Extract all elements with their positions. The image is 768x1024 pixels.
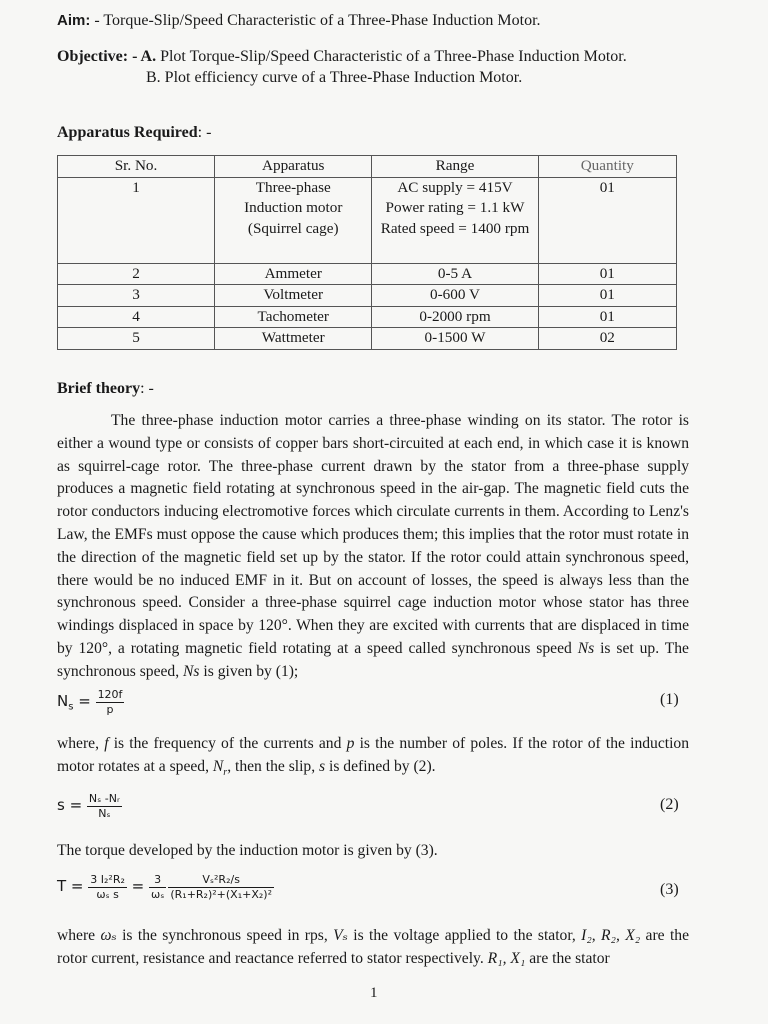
cell-qty: 01 [538,263,676,285]
apparatus-heading-label: Apparatus Required [57,124,198,141]
equation-1-number: (1) [660,691,679,708]
cell-apparatus: Ammeter [215,263,372,285]
theory-text: The three-phase induction motor carries a three-phase winding on its stator. The rotor is either a wound type or consists of copper bars short-circuited at each end, in which case it is known as squirrel-cage rotor. The three-phase current drawn by the stator from a three-phase supply produces a magnetic field rotating at synchronous speed in the air-gap. The magnetic field cuts the rotor conductors inducing electromotive forces which circulate currents in them. According to Lenz's Law, the EMFs must oppose the cause which produces them; this implies that the rotor must rotate in the direction of the magnetic field set up by the stator. If the rotor could attain synchronous speed, there would be no induced EMF in it. But on account of losses, the speed is always less than the synchronous speed. Consider a three-phase squirrel cage induction motor whose stator has three windings displaced in space by 120°. When they are excited with currents that are displaced in time by 120°, a rotating magnetic field rotating at a speed called synchronous speed [57,412,689,657]
eq1-denominator: p [106,703,114,716]
cell-range [372,177,538,263]
apparatus-table [57,155,677,350]
table-row [58,263,677,285]
header-range: Range [372,156,538,178]
eq1-fraction [96,688,125,717]
header-apparatus: Apparatus [215,156,372,178]
theory-heading [57,379,154,399]
objective-line-1 [57,47,627,67]
slip-paragraph [57,733,689,785]
range-line: Power rating = 1.1 kW [385,199,525,216]
objective-a-text: Plot Torque-Slip/Speed Characteristic of a Three-Phase Induction Motor. [156,48,627,65]
cell-sr: 1 [58,177,215,263]
eq3-fraction-3 [168,873,274,902]
nr-subscript: r [223,766,228,778]
theory-text: where, [57,735,105,752]
cell-qty: 01 [538,177,676,263]
cell-qty: 01 [538,285,676,307]
cell-apparatus: Voltmeter [215,285,372,307]
apparatus-line: Induction motor [244,199,343,216]
eq2-fraction [87,792,122,821]
range-line: Rated speed = 1400 rpm [380,219,530,237]
cell-range: 0-600 V [372,285,538,307]
header-sr-no: Sr. No. [58,156,215,178]
eq3-lhs: T = [57,877,89,895]
theory-text: is the number of poles. If the rotor of the induction motor rotates at a speed, [57,735,690,775]
aim-line [57,11,541,31]
aim-label: Aim: [57,12,91,29]
table-row [58,328,677,350]
equation-2-number: (2) [660,796,679,813]
cell-qty: 01 [538,306,676,328]
table-row [58,177,677,263]
table-row [58,306,677,328]
equation-1 [57,688,124,717]
s-symbol: s [319,757,326,775]
eq3-frac3-denominator: (R₁+R₂)²+(X₁+X₂)² [170,888,272,901]
eq3-equals: = [126,877,150,895]
theory-text: are the stator [525,949,610,967]
equation-3-number: (3) [660,881,679,898]
apparatus-heading [57,123,211,143]
eq2-denominator: Nₛ [98,807,111,820]
p-symbol: p [346,735,355,752]
apparatus-heading-suffix: : - [197,124,212,141]
objective-line-2: B. Plot efficiency curve of a Three-Phase Induction Motor. [146,69,523,86]
stator-variables: R₁, X₁ [487,949,526,967]
page-number: 1 [370,985,378,1001]
ns-symbol: Ns [577,639,595,657]
theory-text: is set up. The synchronous speed, [57,639,689,680]
table-row [58,285,677,307]
theory-heading-label: Brief theory [57,380,141,397]
variables-paragraph [57,925,689,971]
ns-symbol: Ns [183,662,200,680]
eq3-frac2-numerator: 3 [149,873,166,888]
cell-apparatus [215,177,372,263]
vs-symbol: Vₛ [333,927,348,944]
cell-apparatus: Tachometer [215,306,372,328]
cell-range: 0-2000 rpm [372,306,538,328]
theory-text: , then the slip, [227,757,320,775]
ws-symbol: ωₛ [100,927,117,944]
theory-paragraph [57,410,689,684]
equation-3 [57,873,274,902]
theory-heading-suffix: : - [140,380,154,397]
cell-sr: 4 [58,306,215,328]
eq1-equals: = [73,692,96,710]
cell-qty: 02 [538,328,676,350]
eq3-fraction-1 [88,873,127,902]
theory-text: are the rotor current, resistance and reactance referred to stator respectively. [57,927,689,967]
apparatus-line: Three-phase [255,178,331,196]
eq1-numerator: 120f [97,688,123,701]
cell-range: 0-5 A [372,263,538,285]
theory-text: is given by (1); [199,662,299,680]
apparatus-line: (Squirrel cage) [247,219,339,237]
equation-2 [57,792,122,821]
rotor-variables: I₂, R₂, X₂ [581,927,641,944]
theory-text: is defined by (2). [325,757,436,775]
nr-symbol: N [212,757,224,775]
theory-text: where [57,927,101,944]
aim-text: - Torque-Slip/Speed Characteristic of a Three-Phase Induction Motor. [90,12,541,29]
range-line: AC supply = 415V [397,178,513,196]
f-symbol: f [104,735,109,752]
cell-sr: 2 [58,263,215,285]
eq1-lhs: N [57,692,69,710]
eq1-lhs-sub: s [68,701,74,713]
table-header-row [58,156,677,178]
theory-text: is the voltage applied to the stator, [347,927,582,944]
eq2-numerator: Nₛ -Nᵣ [88,792,120,805]
objective-label: Objective: - A. [57,48,157,65]
eq2-lhs: s = [57,796,87,814]
cell-apparatus: Wattmeter [215,328,372,350]
eq3-frac1-denominator: ωₛ s [96,888,119,901]
theory-text: is the frequency of the currents and [108,735,347,752]
eq3-frac2-denominator: ωₛ [151,888,165,901]
theory-text: is the synchronous speed in rps, [116,927,334,944]
eq3-fraction-2 [149,873,166,902]
eq3-frac1-numerator: 3 I₂²R₂ [90,873,125,886]
header-quantity: Quantity [538,156,676,178]
cell-sr: 5 [58,328,215,350]
torque-intro: The torque developed by the induction motor is given by (3). [57,842,438,859]
cell-sr: 3 [58,285,215,307]
eq3-frac3-numerator: Vₛ²R₂/s [168,873,274,888]
cell-range: 0-1500 W [372,328,538,350]
